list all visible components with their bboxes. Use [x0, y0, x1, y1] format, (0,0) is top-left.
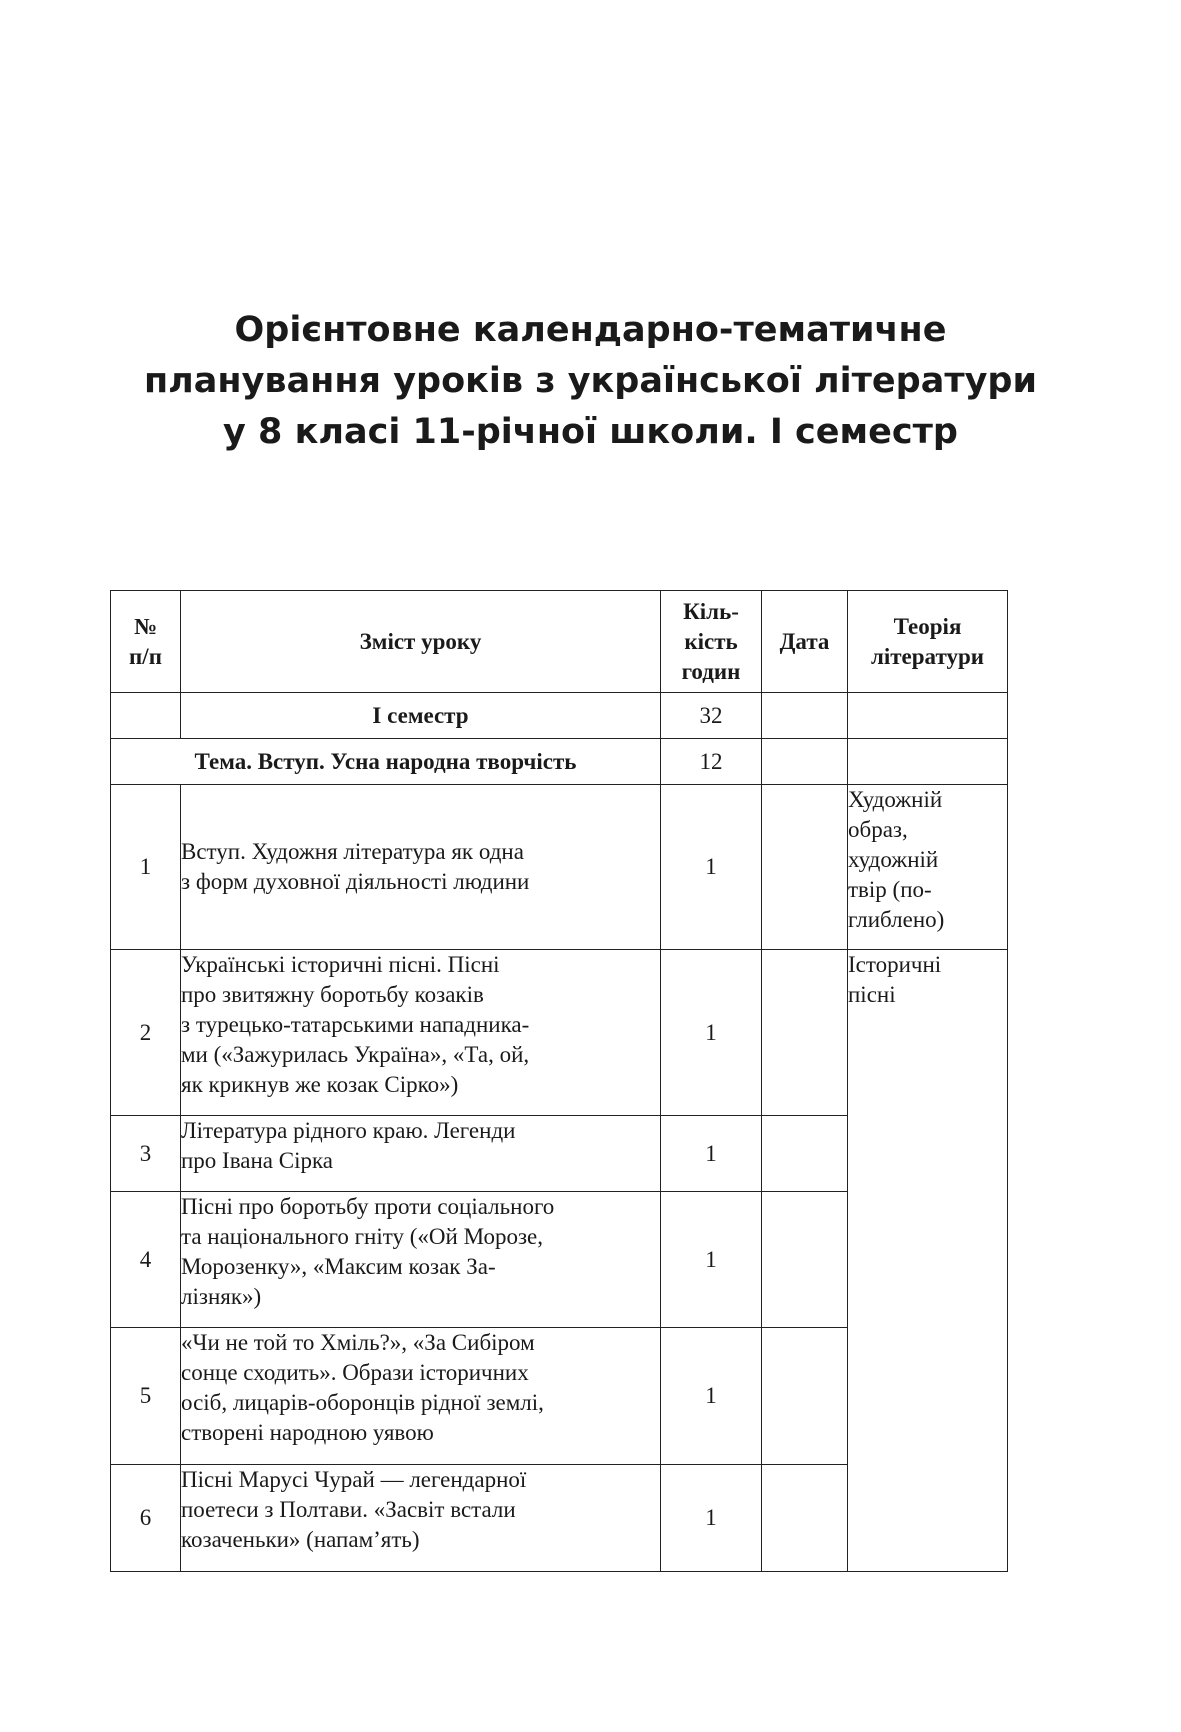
header-num: № п/п [111, 591, 181, 693]
row-date-cell [762, 785, 848, 950]
row-num: 2 [111, 950, 181, 1116]
semester-hours: 32 [661, 693, 762, 739]
row-content: Література рідного краю. Легенди про Івана Сірка [181, 1116, 661, 1192]
header-content: Зміст уроку [181, 591, 661, 693]
semester-date-cell [762, 693, 848, 739]
semester-row [111, 693, 1008, 739]
topic-theory-cell [848, 739, 1008, 785]
row-content: Вступ. Художня література як одна з форм духовної діяльності людини [181, 785, 661, 950]
row-date-cell [762, 1192, 848, 1328]
row-date-cell [762, 950, 848, 1116]
table-header-row [111, 591, 1008, 693]
row-content: Українські історичні пісні. Пісні про звитяжну боротьбу козаків з турецько-татарськими нападника- ми («Зажурилась Україна», «Та, ой, як крикнув же козак Сірко») [181, 950, 661, 1116]
row-date-cell [762, 1116, 848, 1192]
semester-theory-cell [848, 693, 1008, 739]
row-num: 1 [111, 785, 181, 950]
header-date: Дата [762, 591, 848, 693]
row-content: Пісні про боротьбу проти соціального та національного гніту («Ой Морозе, Морозенку», «Максим козак За- лізняк») [181, 1192, 661, 1328]
topic-date-cell [762, 739, 848, 785]
table-row [111, 785, 1008, 950]
title-line-3: у 8 класі 11-річної школи. І семестр [223, 412, 958, 452]
semester-num-cell [111, 693, 181, 739]
lesson-plan-table [110, 590, 1008, 1572]
row-hours: 1 [661, 1192, 762, 1328]
row-hours: 1 [661, 1465, 762, 1572]
topic-hours: 12 [661, 739, 762, 785]
title-line-2: планування уроків з української літератури [143, 361, 1038, 401]
row-hours: 1 [661, 950, 762, 1116]
row-num: 5 [111, 1328, 181, 1465]
row-content: Пісні Марусі Чурай — легендарної поетеси з Полтави. «Засвіт встали козаченьки» (напам’ять) [181, 1465, 661, 1572]
row-date-cell [762, 1465, 848, 1572]
row-num: 4 [111, 1192, 181, 1328]
page-title [0, 305, 1181, 458]
row-num: 6 [111, 1465, 181, 1572]
row-hours: 1 [661, 1116, 762, 1192]
row-hours: 1 [661, 785, 762, 950]
row-theory: Художній образ, художній твір (по- глиблено) [848, 785, 1008, 950]
row-theory: Історичні пісні [848, 950, 1008, 1572]
row-content: «Чи не той то Хміль?», «За Сибіром сонце сходить». Образи історичних осіб, лицарів-оборонців рідної землі, створені народною уявою [181, 1328, 661, 1465]
row-hours: 1 [661, 1328, 762, 1465]
table-row [111, 950, 1008, 1116]
row-date-cell [762, 1328, 848, 1465]
row-num: 3 [111, 1116, 181, 1192]
header-hours: Кіль- кість годин [661, 591, 762, 693]
header-theory: Теорія літератури [848, 591, 1008, 693]
topic-row [111, 739, 1008, 785]
topic-label: Тема. Вступ. Усна народна творчість [111, 739, 661, 785]
title-line-1: Орієнтовне календарно-тематичне [234, 310, 947, 350]
semester-label: І семестр [181, 693, 661, 739]
